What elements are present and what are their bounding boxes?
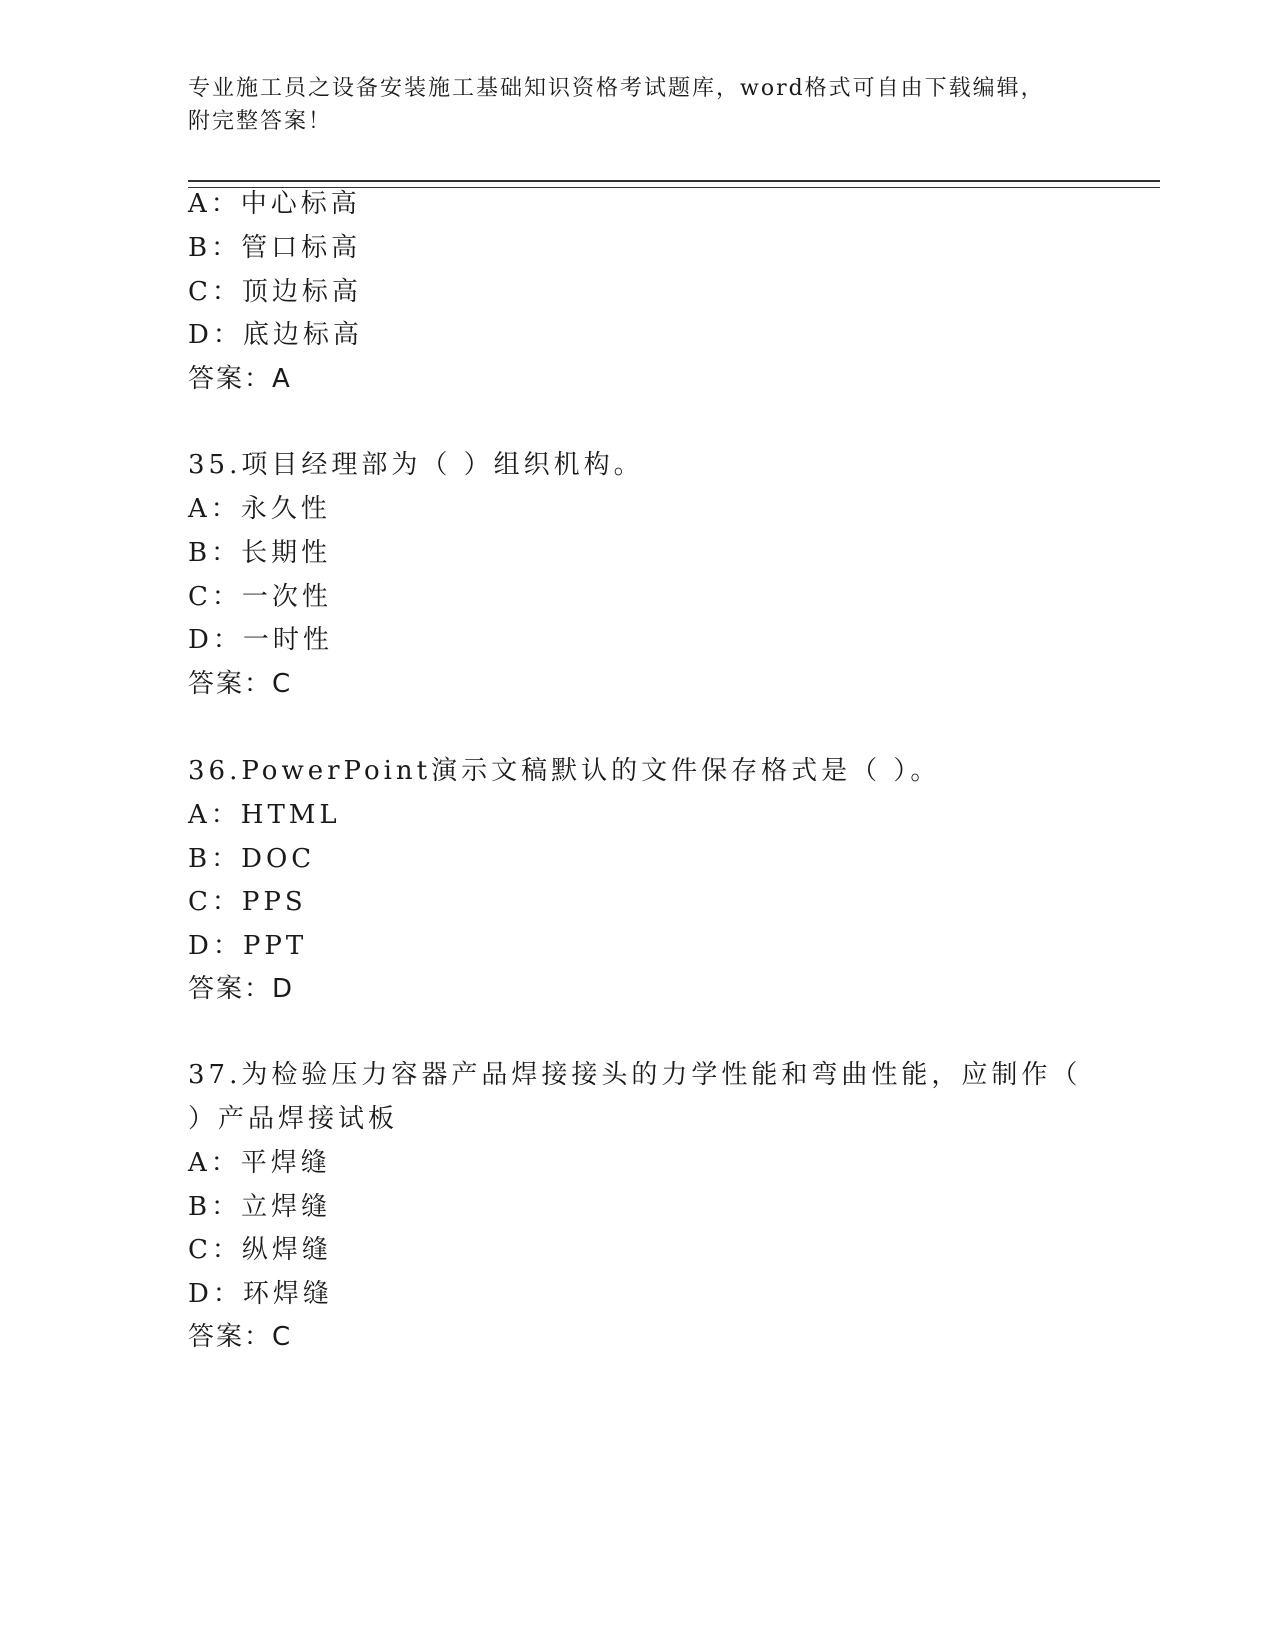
q35-stem: 35.项目经理部为（ ）组织机构。 (188, 450, 644, 480)
q37-option-a: A：平焊缝 (188, 1148, 331, 1178)
header-line-2: 附完整答案！ (188, 109, 333, 134)
q34-option-a: A：中心标高 (188, 189, 361, 219)
q36-option-d: D：PPT (188, 931, 308, 961)
q37-stem-line-1: 37.为检验压力容器产品焊接接头的力学性能和弯曲性能，应制作（ (188, 1060, 1082, 1090)
q35-option-c: C：一次性 (188, 582, 332, 612)
document-header (188, 72, 1068, 138)
q37-stem-line-2: ）产品焊接试板 (188, 1104, 399, 1134)
q35-option-a: A：永久性 (188, 494, 331, 524)
q37-option-c: C：纵焊缝 (188, 1235, 332, 1265)
q36-answer: 答案：D (188, 974, 295, 1004)
q35-option-b: B：长期性 (188, 538, 332, 568)
q35-answer: 答案：C (188, 669, 293, 699)
q35-option-d: D：一时性 (188, 625, 333, 655)
q34-answer: 答案：A (188, 364, 292, 394)
q37-option-b: B：立焊缝 (188, 1192, 332, 1222)
q34-option-c: C：顶边标高 (188, 277, 362, 307)
q36-option-a: A：HTML (188, 800, 341, 830)
q34-option-d: D：底边标高 (188, 320, 363, 350)
q36-stem: 36.PowerPoint演示文稿默认的文件保存格式是（ ）。 (188, 756, 941, 786)
q36-option-c: C：PPS (188, 887, 307, 917)
q34-option-b: B：管口标高 (188, 233, 362, 263)
header-line-1: 专业施工员之设备安装施工基础知识资格考试题库，word格式可自由下载编辑， (188, 76, 1045, 101)
q37-answer: 答案：C (188, 1322, 293, 1352)
q37-option-d: D：环焊缝 (188, 1279, 333, 1309)
q36-option-b: B：DOC (188, 844, 316, 874)
